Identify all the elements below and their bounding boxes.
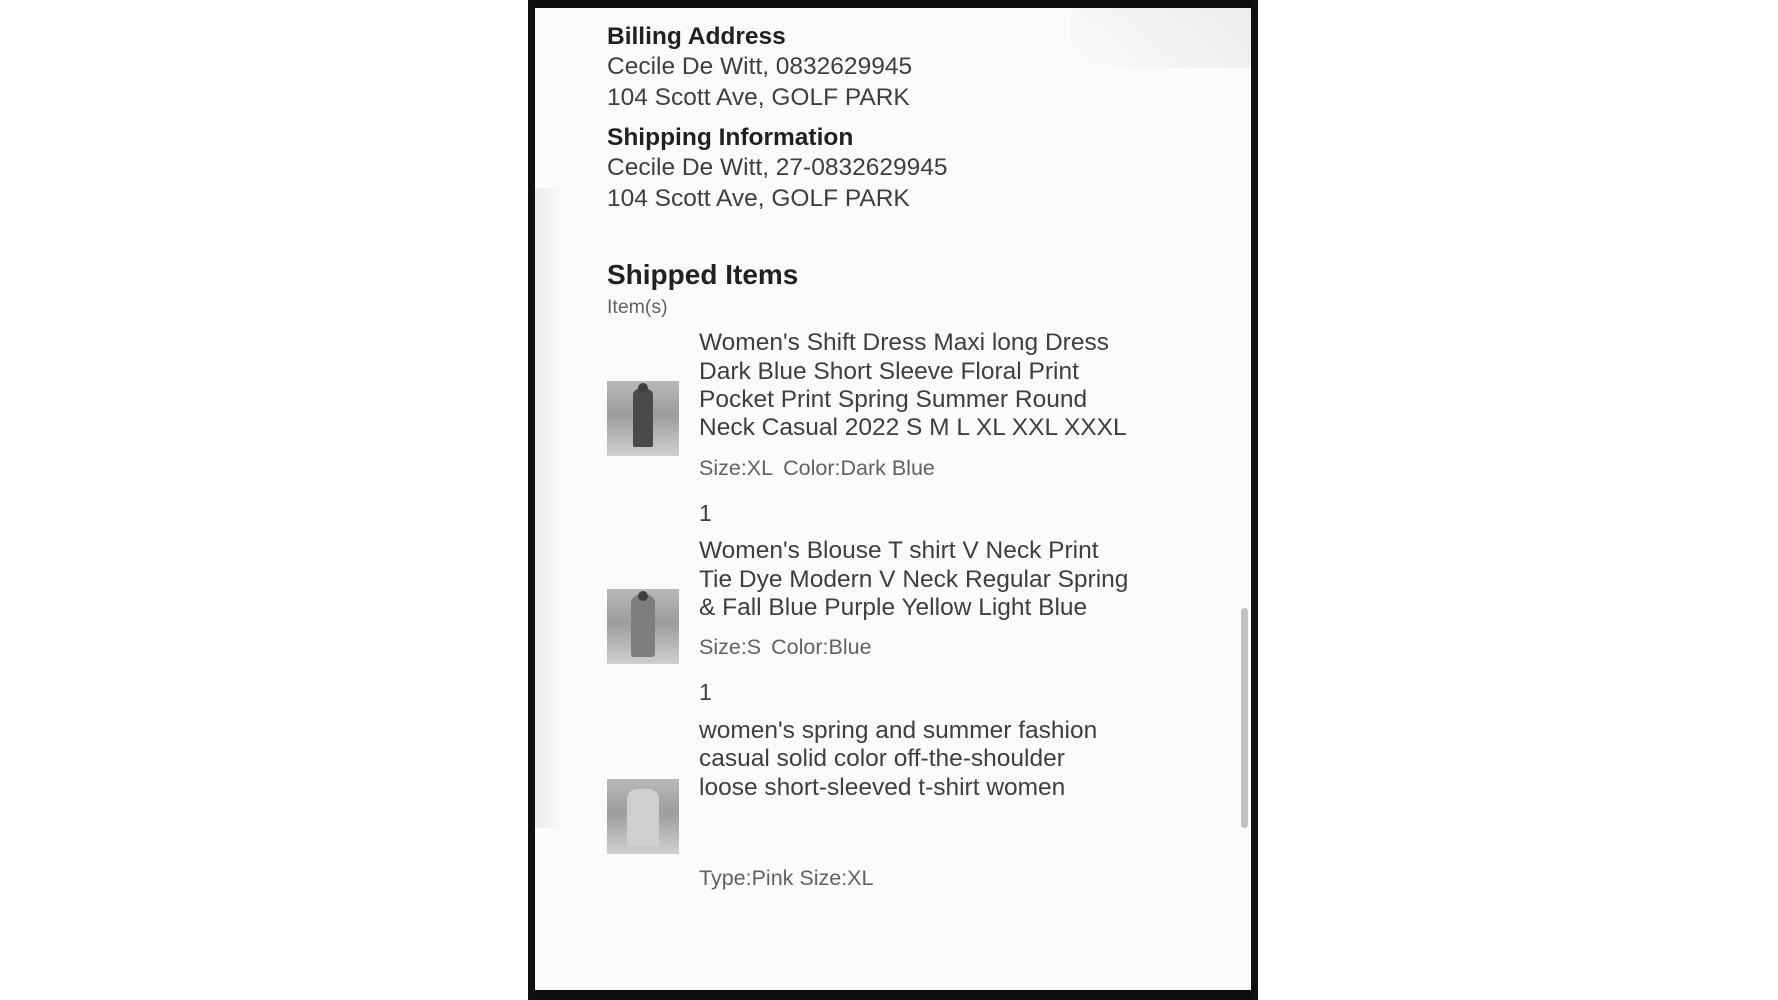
item-details bbox=[699, 717, 1251, 802]
list-item[interactable] bbox=[535, 707, 1251, 854]
shipping-information-line-2: 104 Scott Ave, GOLF PARK bbox=[607, 184, 910, 212]
item-quantity: 1 bbox=[699, 679, 712, 706]
billing-address-heading: Billing Address bbox=[607, 23, 786, 50]
item-details bbox=[699, 537, 1251, 707]
item-thumbnail bbox=[607, 779, 679, 854]
document-page[interactable] bbox=[535, 8, 1251, 990]
item-size: Size:XL bbox=[699, 455, 774, 480]
item-name: Women's Shift Dress Maxi long Dress Dark Blue Short Sleeve Floral Print Pocket Print Spring Summer Round Neck Casual 2022 S M L XL XXL XXXL bbox=[699, 329, 1127, 442]
list-item[interactable] bbox=[535, 319, 1251, 527]
billing-address-line-2: 104 Scott Ave, GOLF PARK bbox=[607, 83, 910, 111]
right-margin bbox=[1258, 0, 1778, 1000]
billing-address-line-1: Cecile De Witt, 0832629945 bbox=[607, 52, 913, 80]
shipping-information-line-1: Cecile De Witt, 27-0832629945 bbox=[607, 154, 948, 181]
document-top-edge bbox=[528, 0, 1258, 8]
left-margin bbox=[0, 0, 528, 1000]
item-thumbnail bbox=[607, 381, 679, 456]
items-count-label: Item(s) bbox=[607, 295, 668, 318]
item-variant bbox=[699, 622, 1251, 661]
item-thumbnail bbox=[607, 589, 679, 664]
document-content bbox=[535, 8, 1251, 892]
page-scrollbar[interactable] bbox=[1241, 608, 1248, 828]
item-variant bbox=[699, 443, 1251, 482]
item-name: women's spring and summer fashion casual solid color off-the-shoulder loose short-sleeved t-shirt women bbox=[699, 716, 1098, 801]
document-left-edge bbox=[528, 0, 535, 1000]
shipping-information-heading: Shipping Information bbox=[607, 124, 854, 152]
item-variant: Type:Pink Size:XL bbox=[699, 865, 874, 890]
item-details bbox=[699, 329, 1251, 527]
shipped-items-heading: Shipped Items bbox=[607, 259, 799, 291]
item-name: Women's Blouse T shirt V Neck Print Tie Dye Modern V Neck Regular Spring & Fall Blue Purple Yellow Light Blue bbox=[699, 537, 1129, 622]
item-quantity: 1 bbox=[699, 499, 712, 526]
item-color: Color:Dark Blue bbox=[783, 455, 935, 480]
item-color: Color:Blue bbox=[771, 635, 872, 660]
list-item[interactable] bbox=[535, 527, 1251, 707]
document-right-edge bbox=[1251, 0, 1258, 1000]
item-size: Size:S bbox=[699, 635, 762, 660]
document-bottom-edge bbox=[528, 990, 1258, 1000]
